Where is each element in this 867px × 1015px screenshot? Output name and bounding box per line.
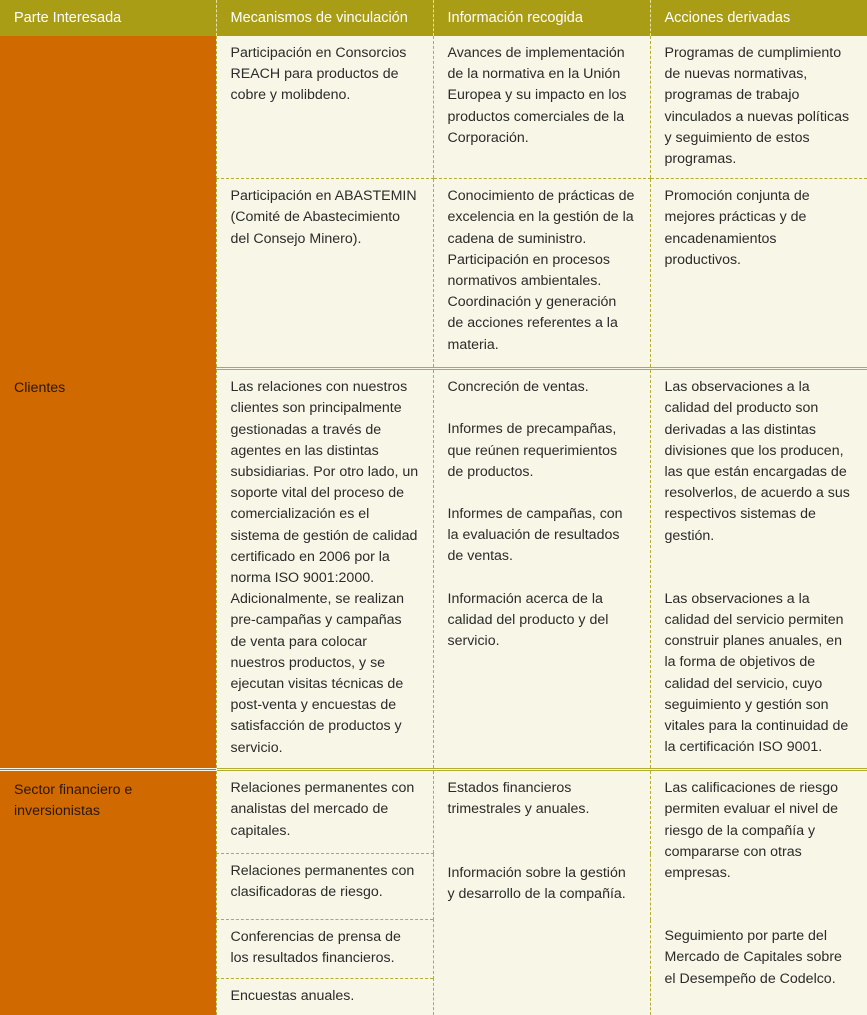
information-item: Estados financieros trimestrales y anuales. — [447, 780, 590, 818]
information-cell: Conocimiento de prácticas de excelencia en la gestión de la cadena de suministro. Participación en procesos normativos ambientales. Coordinación y generación de acciones referentes a la materia. — [433, 179, 650, 369]
actions-cell — [650, 770, 867, 1015]
actions-cell — [650, 369, 867, 770]
actions-item: Las calificaciones de riesgo permiten evaluar el nivel de riesgo de la compañía y compararse con otras empresas. — [664, 780, 838, 882]
mechanism-cell: Encuestas anuales. — [216, 979, 433, 1015]
actions-cell: Programas de cumplimiento de nuevas normativas, programas de trabajo vinculados a nuevas políticas y seguimiento de estos programas. — [650, 36, 867, 179]
header-mechanisms: Mecanismos de vinculación — [216, 0, 433, 36]
table-row — [0, 770, 867, 854]
mechanism-cell: Participación en Consorcios REACH para productos de cobre y molibdeno. — [216, 36, 433, 179]
mechanism-cell: Relaciones permanentes con analistas del mercado de capitales. — [216, 770, 433, 854]
mechanism-cell: Conferencias de prensa de los resultados financieros. — [216, 920, 433, 979]
mechanism-cell: Participación en ABASTEMIN (Comité de Abastecimiento del Consejo Minero). — [216, 179, 433, 369]
table-row — [0, 36, 867, 179]
information-item: Concreción de ventas. — [447, 379, 589, 396]
information-cell: Avances de implementación de la normativa en la Unión Europea y su impacto en los productos comerciales de la Corporación. — [433, 36, 650, 179]
information-cell — [433, 770, 650, 1015]
actions-item: Las observaciones a la calidad del producto son derivadas a las distintas divisiones que los producen, las que están encargadas de resolverlos, de acuerdo a sus respectivos sistemas de gestión. — [664, 379, 850, 544]
table-row — [0, 369, 867, 770]
actions-item: Las observaciones a la calidad del servicio permiten construir planes anuales, en la forma de objetivos de calidad del servicio, cuyo seguimiento y gestión son vitales para la continuidad de la certificación ISO 9001. — [664, 590, 849, 756]
mechanism-cell: Relaciones permanentes con clasificadoras de riesgo. — [216, 854, 433, 920]
header-actions: Acciones derivadas — [650, 0, 867, 36]
mechanism-cell: Las relaciones con nuestros clientes son principalmente gestionadas a través de agentes en las distintas subsidiarias. Por otro lado, un soporte vital del proceso de comercialización es el sistema de gestión de calidad certificado en 2006 por la norma ISO 9001:2000. Adicionalmente, se realizan pre-campañas y campañas de venta para colocar nuestros productos, y se ejecutan visitas técnicas de post-venta y encuestas de satisfacción de productos y servicio. — [216, 369, 433, 770]
table-header-row — [0, 0, 867, 36]
information-item: Informes de campañas, con la evaluación de resultados de ventas. — [447, 506, 623, 565]
header-stakeholder: Parte Interesada — [0, 0, 216, 36]
header-information: Información recogida — [433, 0, 650, 36]
information-item: Información sobre la gestión y desarrollo de la compañía. — [447, 864, 626, 902]
stakeholder-cell: Clientes — [0, 369, 216, 770]
stakeholder-cell: Sector financiero e inversionistas — [0, 770, 216, 1015]
information-item: Informes de precampañas, que reúnen requerimientos de productos. — [447, 421, 618, 480]
actions-cell: Promoción conjunta de mejores prácticas y de encadenamientos productivos. — [650, 179, 867, 369]
information-item: Información acerca de la calidad del producto y del servicio. — [447, 590, 609, 650]
actions-item: Seguimiento por parte del Mercado de Capitales sobre el Desempeño de Codelco. — [664, 928, 842, 987]
information-cell — [433, 369, 650, 770]
stakeholder-cell — [0, 36, 216, 369]
